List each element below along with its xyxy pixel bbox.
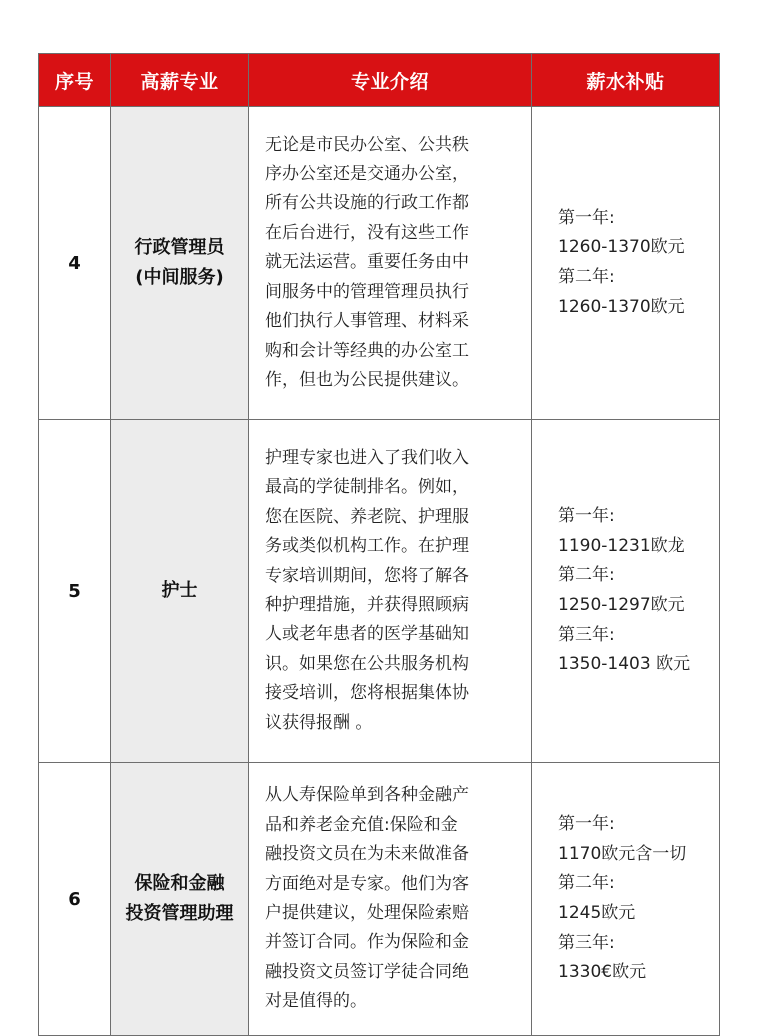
header-index: 序号 — [39, 54, 111, 107]
major-intro — [249, 420, 532, 763]
salary-info — [532, 420, 720, 763]
salary-line: 1330€欧元 — [558, 962, 647, 983]
major-name — [111, 763, 249, 1036]
salary-line: 1245欧元 — [558, 903, 636, 923]
intro-line: 护理专家也进入了我们收入 — [265, 447, 469, 468]
salary-line: 第三年: — [558, 932, 615, 953]
salary-line: 1260-1370欧元 — [558, 237, 685, 258]
salary-line: 第二年: — [558, 267, 615, 287]
salary-line: 1250-1297欧元 — [558, 595, 685, 615]
table-row — [39, 107, 720, 420]
major-line: 行政管理员 — [134, 237, 225, 258]
intro-line: 品和养老金充值:保险和金 — [265, 814, 458, 835]
intro-line: 接受培训，您将根据集体协 — [265, 683, 469, 704]
intro-line: 作，但也为公民提供建议。 — [265, 369, 469, 390]
salary-line: 第一年: — [558, 207, 615, 228]
salary-line: 第三年: — [558, 624, 615, 645]
intro-line: 所有公共设施的行政工作都 — [265, 193, 469, 214]
intro-line: 方面绝对是专家。他们为客 — [265, 873, 469, 894]
salary-line: 第二年: — [558, 873, 615, 894]
intro-line: 就无法运营。重要任务由中 — [265, 252, 469, 273]
salary-line: 1260-1370欧元 — [558, 296, 685, 317]
major-intro — [249, 107, 532, 420]
intro-line: 最高的学徒制排名。例如， — [265, 477, 469, 498]
salary-line: 第二年: — [558, 565, 615, 586]
row-index: 4 — [39, 107, 111, 420]
intro-line: 序办公室还是交通办公室， — [265, 164, 469, 185]
intro-line: 他们执行人事管理、材料采 — [265, 311, 469, 332]
major-line: 护士 — [161, 580, 198, 601]
header-salary: 薪水补贴 — [532, 54, 720, 107]
table-header — [39, 54, 720, 107]
intro-line: 融投资文员在为未来做准备 — [265, 844, 469, 865]
intro-line: 专家培训期间，您将了解各 — [265, 565, 469, 586]
header-major: 高薪专业 — [111, 54, 249, 107]
intro-line: 人或老年患者的医学基础知 — [265, 624, 469, 645]
intro-line: 并签订合同。作为保险和金 — [265, 932, 469, 953]
intro-line: 户提供建议，处理保险索赔 — [265, 903, 469, 923]
intro-line: 您在医院、养老院、护理服 — [265, 506, 469, 527]
major-intro — [249, 763, 532, 1036]
salary-line: 第一年: — [558, 814, 615, 835]
major-line: 投资管理助理 — [125, 903, 234, 924]
salary-line: 1170欧元含一切 — [558, 843, 687, 864]
intro-line: 融投资文员签订学徒合同绝 — [265, 961, 469, 982]
intro-line: 间服务中的管理管理员执行 — [265, 281, 469, 302]
major-line: 保险和金融 — [134, 873, 225, 894]
intro-line: 识。如果您在公共服务机构 — [265, 653, 469, 674]
salary-table — [38, 53, 720, 1036]
intro-line: 议获得报酬 。 — [265, 712, 373, 733]
salary-info — [532, 763, 720, 1036]
salary-info — [532, 107, 720, 420]
intro-line: 从人寿保险单到各种金融产 — [265, 785, 469, 806]
salary-line: 第一年: — [558, 506, 615, 527]
major-name — [111, 420, 249, 763]
intro-line: 无论是市民办公室、公共秩 — [265, 134, 469, 155]
salary-line: 1190-1231欧龙 — [558, 535, 685, 556]
table-row — [39, 763, 720, 1036]
row-index: 6 — [39, 763, 111, 1036]
intro-line: 购和会计等经典的办公室工 — [265, 340, 469, 361]
intro-line: 在后台进行，没有这些工作 — [265, 222, 469, 243]
table-body — [39, 107, 720, 1036]
header-intro: 专业介绍 — [249, 54, 532, 107]
major-name — [111, 107, 249, 420]
salary-line: 1350-1403 欧元 — [558, 654, 691, 675]
intro-line: 种护理措施，并获得照顾病 — [265, 595, 469, 615]
major-line: (中间服务) — [135, 267, 224, 288]
table-row — [39, 420, 720, 763]
intro-line: 对是值得的。 — [265, 991, 367, 1012]
header-row — [39, 54, 720, 107]
row-index: 5 — [39, 420, 111, 763]
intro-line: 务或类似机构工作。在护理 — [265, 536, 469, 557]
